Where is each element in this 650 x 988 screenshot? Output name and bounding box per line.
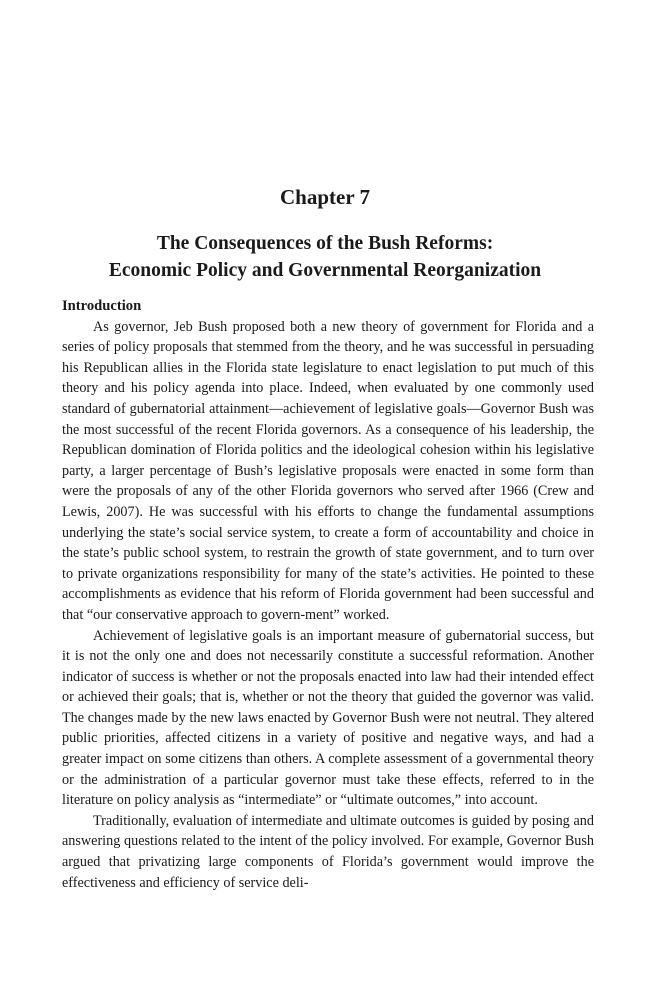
chapter-title-line-2: Economic Policy and Governmental Reorganization bbox=[108, 260, 542, 281]
paragraph: As governor, Jeb Bush proposed both a new theory of government for Florida and a series of policy proposals that stemmed from the theory, and he was successful in persuading his Republican allies in the Florida state legislature to enact legislation to put much of this theory and his policy agenda into place. Indeed, when evaluated by one commonly used standard of gubernatorial attainment—achievement of legislative goals—Governor Bush was the most successful of the recent Florida governors. As a consequence of his leadership, the Republican domination of Florida politics and the ideological cohesion within his legislative party, a larger percentage of Bush’s legislative proposals were enacted in some form than were the proposals of any of the other Florida governors who served after 1966 (Crew and Lewis, 2007). He was successful with his efforts to change the fundamental assumptions underlying the state’s social service system, to create a form of accountability and choice in the state’s public school system, to restrain the growth of state government, and to turn over to private organizations responsibility for many of the state’s activities. He pointed to these accomplishments as evidence that his reform of Florida government had been successful and that “our conservative approach to govern-ment” worked. bbox=[62, 318, 594, 623]
chapter-title bbox=[40, 230, 610, 284]
section-heading: Introduction bbox=[62, 298, 142, 314]
paragraph: Achievement of legislative goals is an important measure of gubernatorial success, but it is not the only one and does not necessarily constitute a successful reformation. Another indicator of success is whether or not the proposals enacted into law had their intended effect or achieved their goals; that is, whether or not the theory that guided the governor was valid. The changes made by the new laws enacted by Governor Bush were not neutral. They altered public priorities, affected citizens in a variety of positive and negative ways, and had a greater impact on some citizens than others. A complete assessment of a governmental theory or the administration of a particular governor must take these effects, referred to in the literature on policy analysis as “intermediate” or “ultimate outcomes,” into account. bbox=[62, 627, 594, 809]
paragraph: Traditionally, evaluation of intermediate and ultimate outcomes is guided by posing and answering questions related to the intent of the policy involved. For example, Governor Bush argued that privatizing large components of Florida’s government would improve the effectiveness and efficiency of service deli- bbox=[62, 812, 594, 891]
chapter-label: Chapter 7 bbox=[279, 185, 371, 209]
body-text bbox=[62, 296, 594, 893]
chapter-title-line-1: The Consequences of the Bush Reforms: bbox=[156, 233, 494, 254]
